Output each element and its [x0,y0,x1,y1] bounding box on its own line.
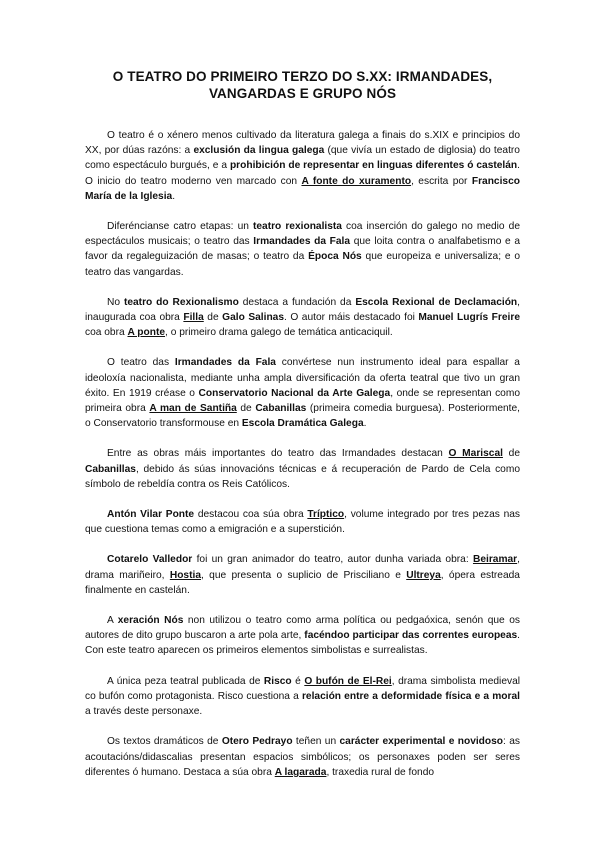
bold-term: xeración Nós [117,615,184,627]
bold-term: relación entre a deformidade física e a moral [301,690,520,702]
text-run: , ópera estreada finalmente en castelán. [85,569,520,596]
text-run: Entre as obras máis importantes do teatro das Irmandades destacan [107,448,449,460]
bold-term: Conservatorio Nacional da Arte Galega [198,387,391,399]
text-run: . O inicio do teatro moderno ven marcado con [85,160,520,187]
text-run: convértese nun instrumento ideal para espallar a ideoloxía nacionalista, mediante unha ampla diversificación da oferta teatral que tivo un gran éxito. En 1919 créase o [85,357,520,399]
bold-term: Irmandades da Fala [174,357,276,369]
text-run: , o primeiro drama galego de temática anticaciquil. [165,327,393,339]
text-run: . [363,418,367,430]
text-run: que europeiza e universaliza; e o teatro das vangardas. [85,251,520,278]
text-run: , onde se representan como primeira obra [85,387,520,415]
text-run: , que presenta o suplicio de Prisciliano e [200,569,407,581]
bold-term: Cabanillas [255,403,307,415]
document-body [85,128,520,780]
text-run: (que vivía un estado de diglosia) do teatro como espectáculo burgués, e a [85,145,520,172]
text-run: . Con este teatro aparecen os primeiros elementos simbolistas e surrealistas. [85,630,521,657]
text-run: de [203,312,223,324]
bold-term: Escola Dramática Galega [241,418,364,430]
paragraph [85,734,520,780]
document-title: O TEATRO DO PRIMEIRO TERZO DO S.XX: IRMANDADES, VANGARDAS E GRUPO NÓS [112,69,493,101]
text-run: , inaugurada coa obra [85,296,521,324]
bold-term: carácter experimental e novidoso [339,736,504,748]
bold-term: prohibición de representar en linguas diferentes ó castelán [229,160,518,172]
work-title: A fonte do xuramento [301,175,412,187]
text-run: Os textos dramáticos de [107,736,222,748]
work-title: Ultreya [406,569,441,581]
text-run: de [236,403,256,415]
text-run: coa obra [85,327,128,339]
text-run: . O autor máis destacado foi [284,312,419,324]
paragraph [85,613,520,659]
bold-term: facéndoo participar das correntes europeas [304,630,518,642]
text-run: non utilizou o teatro como arma política ou pedgaóxica, senón que os autores de dito grupo buscaron a arte pola arte, [85,615,520,642]
text-run: coa inserción do galego no medio de espectáculos musicais; o teatro das [85,221,520,248]
text-run: , traxedia rural de fondo [326,766,435,778]
work-title: Filla [183,312,204,324]
bold-term: Francisco María de la Iglesia [85,175,520,202]
text-run: : as acoutacións/didascalias presentan espacios simbólicos; os personaxes poden ser seres diferentes ó humano. Destaca a súa obra [85,736,520,778]
paragraph [85,674,520,720]
work-title: A lagarada [274,766,327,778]
text-run: O teatro das [107,357,175,369]
text-run: foi un gran animador do teatro, autor dunha variada obra: [192,554,473,566]
text-run: , drama mariñeiro, [85,554,520,581]
text-run: . [172,190,176,202]
work-title: Beiramar [472,554,518,566]
text-run: que loita contra o analfabetismo e a favor da regaleguización de masas; o teatro da [85,236,520,263]
text-run: , drama simbolista medieval co bufón como protagonista. Risco cuestiona a [85,675,521,702]
work-title: O bufón de El-Rei [304,675,392,687]
paragraph [85,295,520,341]
bold-term: Irmandades da Fala [253,236,351,248]
paragraph [85,552,520,598]
bold-term: Cabanillas [85,463,136,475]
paragraph [85,128,520,204]
bold-term: Otero Pedrayo [221,736,293,748]
text-run: A [107,615,118,627]
work-title: O Mariscal [448,448,503,460]
bold-term: Risco [263,675,292,687]
text-run: , debido ás súas innovacións técnicas e á recuperación de Pardo de Cela como símbolo de rebeldía contra os Reis Católicos. [85,463,520,490]
bold-term: Galo Salinas [222,312,284,324]
text-run: , volume integrado por tres pezas nas que cuestiona temas como a emigración e a superstición. [85,509,521,536]
text-run: , escrita por [411,175,472,187]
bold-term: exclusión da lingua galega [193,145,325,157]
text-run: Diferéncianse catro etapas: un [107,221,253,233]
paragraph [85,507,520,537]
text-run: destacou coa súa obra [194,509,308,521]
text-run: a través deste personaxe. [85,706,203,718]
text-run: destaca a fundación da [238,296,356,308]
work-title: A man de Santiña [149,403,237,415]
work-title: A ponte [127,327,166,339]
text-run: teñen un [292,736,340,748]
paragraph [85,355,520,431]
paragraph [85,446,520,492]
text-run: (primeira comedia burguesa). Posteriormente, o Conservatorio transformouse en [85,403,520,430]
text-run: No [107,296,124,308]
work-title: Hostia [169,569,201,581]
text-run: O teatro é o xénero menos cultivado da literatura galega a finais do s.XIX e principios do XX, por dúas razóns: a [85,130,520,157]
bold-term: teatro do Rexionalismo [123,296,239,308]
bold-term: Cotarelo Valledor [107,554,193,566]
bold-term: Manuel Lugrís Freire [418,312,520,324]
bold-term: Escola Rexional de Declamación [355,296,518,308]
bold-term: teatro rexionalista [252,221,342,233]
text-run: de [502,448,520,460]
text-run: é [291,675,305,687]
text-run: A única peza teatral publicada de [107,675,264,687]
bold-term: Antón Vilar Ponte [107,509,195,521]
paragraph [85,219,520,280]
bold-term: Época Nós [308,251,362,263]
work-title: Tríptico [307,509,345,521]
